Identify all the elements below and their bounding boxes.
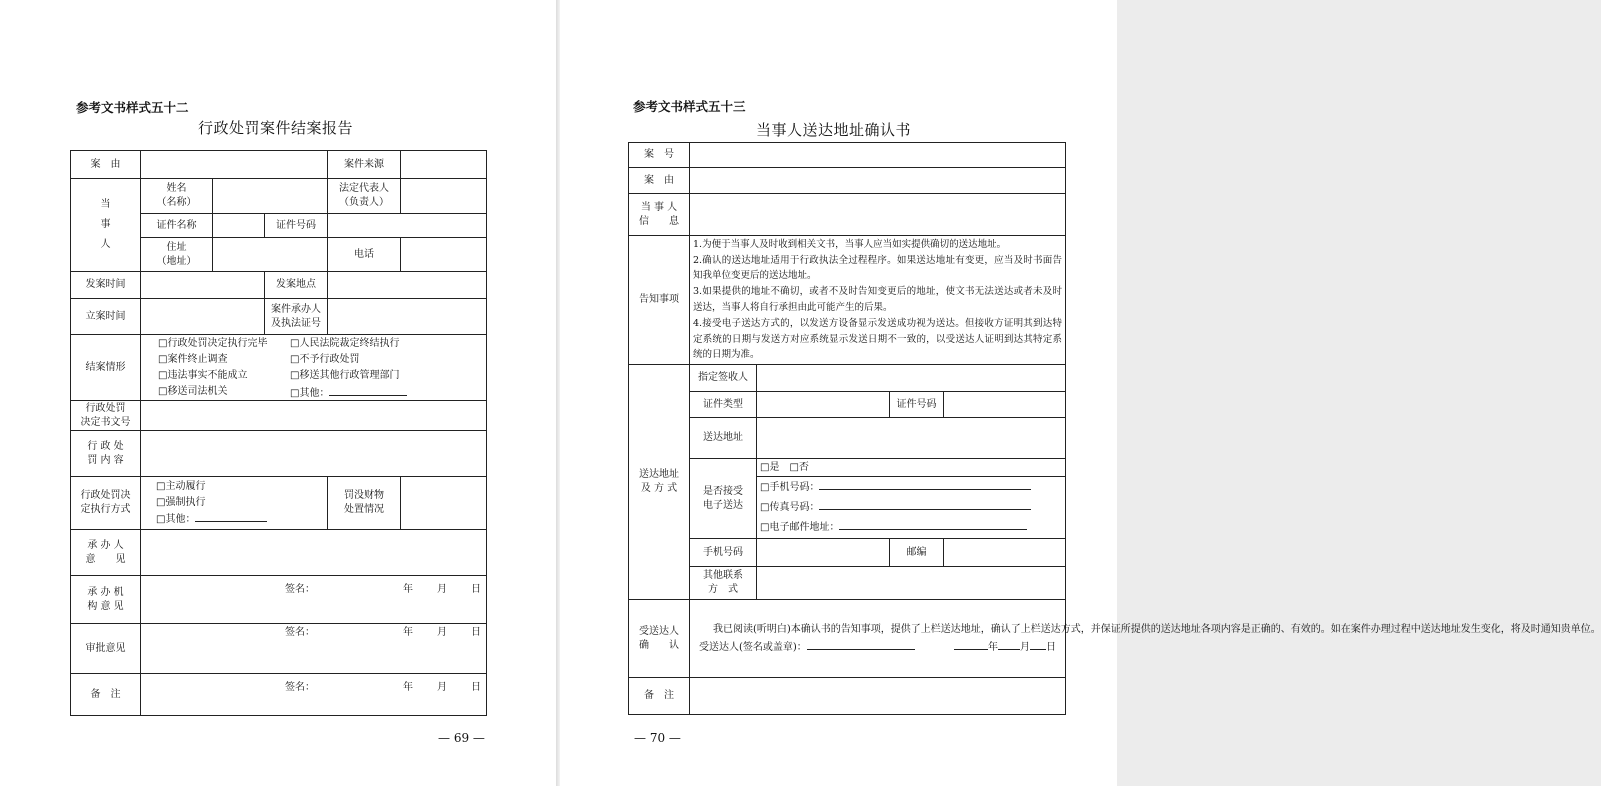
mobile-option[interactable]: □手机号码： [760,478,1062,498]
incident-time-label: 发案时间 [71,272,141,299]
execution-forced[interactable]: □强制执行 [156,496,206,508]
left-page-number: — 69 — [438,731,485,745]
mobile-label: 手机号码 [690,539,757,567]
confirm-statement: 我已阅读(听明白)本确认书的告知事项，提供了上栏送达地址，确认了上栏送达方式，并保证所提供的送达地址各项内容是正确的、有效的。如在案件办理过程中送达地址发生变化，将及时通知贵单位。 [713,623,1601,635]
penalty-content-field[interactable] [141,431,487,477]
incident-place-field[interactable] [328,272,487,299]
handler-year: 年 [403,583,413,595]
right-page-number: — 70 — [634,731,681,745]
case-no-label: 案 号 [629,143,690,168]
id-number-label: 证件号码 [265,214,328,238]
case-cause-label: 案 由 [71,151,141,179]
case-no-field[interactable] [690,143,1066,168]
handler-opinion-label: 承 办 人 意 见 [71,530,141,576]
email-option[interactable]: □电子邮件地址： [760,518,1062,538]
incident-time-field[interactable] [141,272,265,299]
option-facts-not-established[interactable]: □违法事实不能成立 [158,369,248,381]
handler-month: 月 [437,583,447,595]
left-form-title: 行政处罚案件结案报告 [198,119,354,137]
case-cause-field[interactable] [141,151,328,179]
notice-item-1: 1.为便于当事人及时收到相关文书，当事人应当如实提供确切的送达地址。 [693,238,1007,250]
delivery-address-field[interactable] [757,418,1066,459]
org-day: 日 [471,626,481,638]
option-investigation-terminated[interactable]: □案件终止调查 [158,353,228,365]
right-case-cause-field[interactable] [690,168,1066,194]
party-label: 当 事 人 [71,179,141,272]
handler-opinion-field[interactable] [141,530,487,595]
execution-other[interactable]: □其他： [156,511,324,528]
closing-status-label: 结案情形 [71,335,141,401]
decision-doc-no-field[interactable] [141,401,487,431]
org-month: 月 [437,626,447,638]
right-form-title: 当事人送达地址确认书 [756,121,912,139]
notice-item-2: 2.确认的送达地址适用于行政执法全过程程序。如果送达地址有变更，应当及时书面告知我单位变更后的送达地址。 [693,254,1062,282]
case-source-field[interactable] [401,151,487,179]
phone-label: 电话 [328,238,401,272]
confiscated-field[interactable] [401,477,487,530]
closing-report-table [70,150,487,716]
mobile-field[interactable] [757,539,890,567]
recipient-confirm-content [690,600,1601,678]
incident-place-label: 发案地点 [265,272,328,299]
right-page [560,0,1601,786]
remarks-label: 备 注 [71,674,141,716]
designated-recipient-field[interactable] [757,365,1066,392]
name-field[interactable] [213,179,328,214]
option-no-penalty[interactable]: □不予行政处罚 [290,353,360,365]
delivery-label: 送达地址 及 方 式 [629,365,690,600]
approval-day: 日 [471,681,481,693]
right-id-number-field[interactable] [944,392,1066,418]
execution-voluntary[interactable]: □主动履行 [156,480,206,492]
legal-rep-label: 法定代表人 （负责人） [328,179,401,214]
decision-doc-no-label: 行政处罚 决定书文号 [71,401,141,431]
fax-option[interactable]: □传真号码： [760,498,1062,518]
recipient-confirm-label: 受送达人 确 认 [629,600,690,678]
phone-field[interactable] [401,238,487,272]
party-info-label: 当 事 人 信 息 [629,194,690,236]
delivery-address-label: 送达地址 [690,418,757,459]
left-form-heading: 参考文书样式五十二 [76,100,189,115]
other-contact-field[interactable] [757,567,1066,600]
other-contact-label: 其他联系 方 式 [690,567,757,600]
postcode-label: 邮编 [890,539,944,567]
id-number-field[interactable] [328,214,487,238]
approval-signature-label: 签名： [285,681,315,693]
org-signature-label: 签名： [285,626,315,638]
designated-recipient-label: 指定签收人 [690,365,757,392]
notice-item-4: 4.接受电子送达方式的，以发送方设备显示发送成功视为送达。但接收方证明其到达特定系统的日期与发送方对应系统显示发送日期不一致的，以受送达人证明到达其特定系统的日期为准。 [693,317,1062,361]
name-label: 姓名 （名称） [141,179,213,214]
right-form-heading: 参考文书样式五十三 [633,99,746,114]
option-court-terminated[interactable]: □人民法院裁定终结执行 [290,337,400,349]
closing-status-options [141,335,487,401]
approval-opinion-label: 审批意见 [71,624,141,674]
electronic-options [757,477,1066,539]
right-id-number-label: 证件号码 [890,392,944,418]
org-year: 年 [403,626,413,638]
approval-year: 年 [403,681,413,693]
id-name-label: 证件名称 [141,214,213,238]
id-type-label: 证件类型 [690,392,757,418]
address-field[interactable] [213,238,328,272]
legal-rep-field[interactable] [401,179,487,214]
option-other[interactable]: □其他： [290,385,407,401]
postcode-field[interactable] [944,539,1066,567]
right-case-cause-label: 案 由 [629,168,690,194]
approval-month: 月 [437,681,447,693]
handler-signature-label: 签名： [285,583,315,595]
org-opinion-label: 承 办 机 构 意 见 [71,576,141,624]
notice-item-3: 3.如果提供的地址不确切，或者不及时告知变更后的地址，使文书无法送达或者未及时送达，当事人将自行承担由此可能产生的后果。 [693,286,1062,313]
party-info-field[interactable] [690,194,1066,236]
right-remarks-label: 备 注 [629,678,690,715]
yes-no-options[interactable]: □是 □否 [757,459,1066,477]
execution-method-options [141,477,328,530]
id-name-field[interactable] [213,214,265,238]
penalty-content-label: 行 政 处 罚 内 容 [71,431,141,477]
option-transfer-admin[interactable]: □移送其他行政管理部门 [290,369,400,381]
filing-time-field[interactable] [141,299,265,335]
handler-day: 日 [471,583,481,595]
right-remarks-field[interactable] [690,678,1066,715]
address-label: 住址 （地址） [141,238,213,272]
option-executed[interactable]: □行政处罚决定执行完毕 [158,337,268,349]
left-page [0,0,556,786]
address-confirmation-table [628,142,1601,715]
handler-field[interactable] [328,299,487,335]
id-type-field[interactable] [757,392,890,418]
filing-time-label: 立案时间 [71,299,141,335]
confiscated-label: 罚没财物 处置情况 [328,477,401,530]
case-source-label: 案件来源 [328,151,401,179]
execution-method-label: 行政处罚决 定执行方式 [71,477,141,530]
accept-electronic-label: 是否接受 电子送达 [690,459,757,539]
handler-label: 案件承办人 及执法证号 [265,299,328,335]
recipient-signature-line[interactable]: 受送达人(签名或盖章)： 年 月 日 [693,639,1062,655]
option-transfer-judicial[interactable]: □移送司法机关 [158,385,228,397]
notice-content [690,236,1066,365]
notice-label: 告知事项 [629,236,690,365]
